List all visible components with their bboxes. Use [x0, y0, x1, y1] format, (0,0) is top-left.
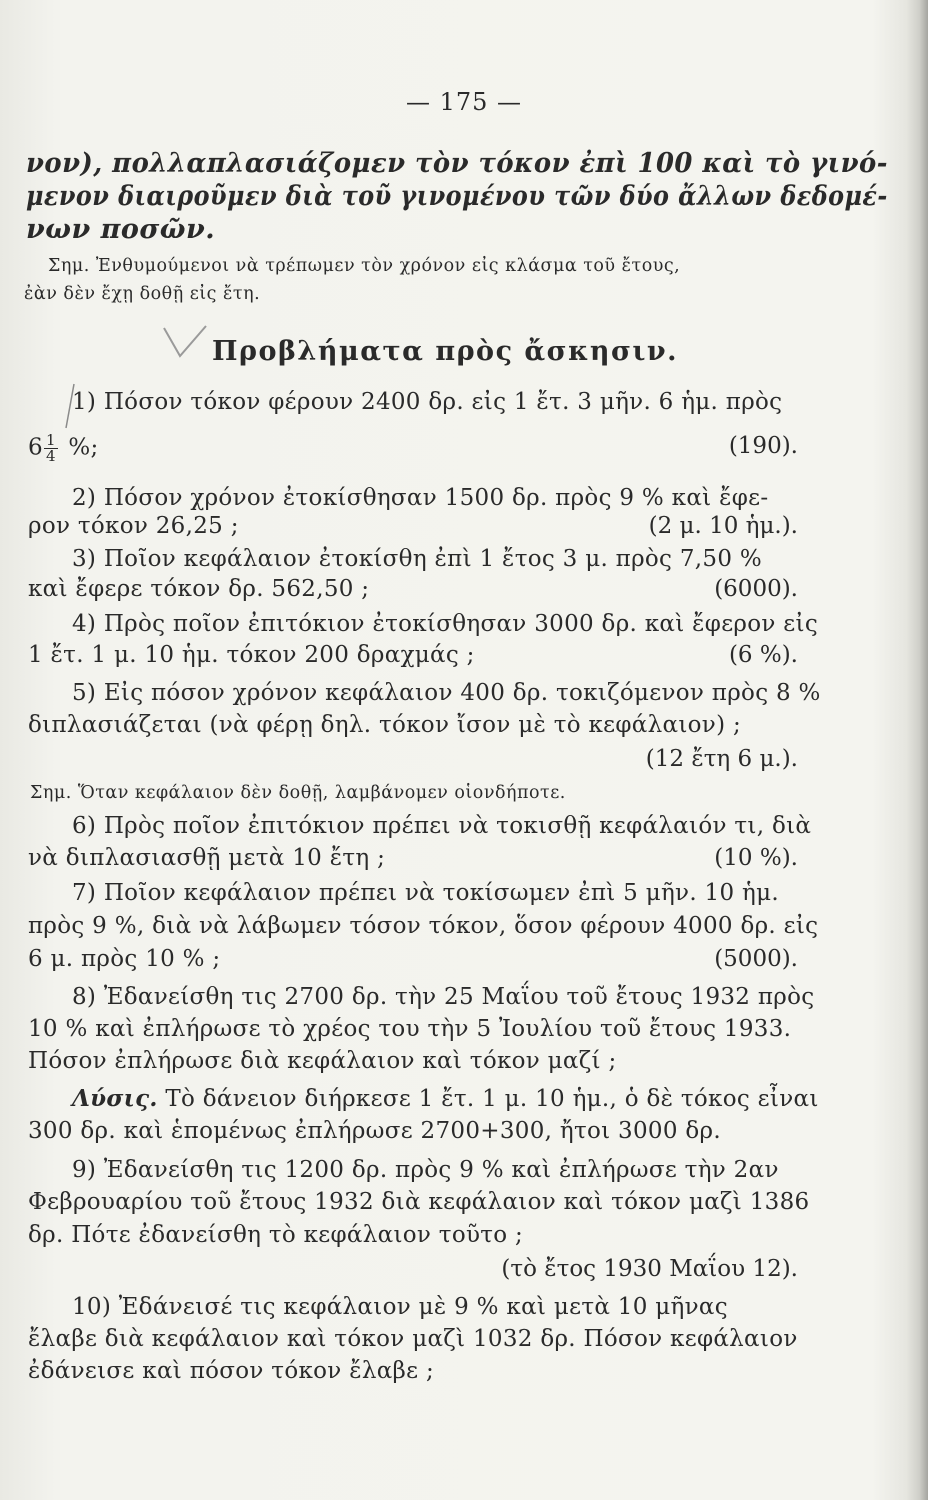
problem-1-rate-suffix: %;: [68, 434, 99, 461]
intro-line-3: νων ποσῶν.: [26, 214, 216, 245]
problem-6-line-2: νὰ διπλασιασθῇ μετὰ 10 ἔτη ;: [28, 845, 386, 871]
problem-2-answer: (2 μ. 10 ἡμ.).: [648, 513, 798, 539]
problem-3-line-1: 3) Ποῖον κεφάλαιον ἐτοκίσθη ἐπὶ 1 ἔτος 3 μ. πρὸς 7,50 %: [72, 546, 763, 572]
problem-4-line-2: 1 ἔτ. 1 μ. 10 ἡμ. τόκον 200 δραχμάς ;: [28, 642, 475, 668]
problem-5-line-1: 5) Εἰς πόσον χρόνον κεφάλαιον 400 δρ. τοκιζόμενον πρὸς 8 %: [72, 680, 821, 706]
problem-1-line-2: [28, 433, 99, 464]
problem-7-line-2: πρὸς 9 %, διὰ νὰ λάβωμεν τόσον τόκον, ὅσον φέρουν 4000 δρ. εἰς: [28, 913, 819, 939]
fraction-denominator: 4: [45, 447, 56, 465]
problem-7-answer: (5000).: [714, 946, 798, 972]
intro-line-1: νον), πολλαπλασιάζομεν τὸν τόκον ἐπὶ 100 καὶ τὸ γινό-: [26, 148, 888, 179]
problem-10-line-3: ἐδάνεισε καὶ πόσον τόκον ἔλαβε ;: [28, 1358, 435, 1384]
problem-1-line-1: 1) Πόσον τόκον φέρουν 2400 δρ. εἰς 1 ἔτ. 3 μῆν. 6 ἡμ. πρὸς: [72, 389, 783, 415]
problem-1-rate-whole: 6: [28, 434, 43, 461]
problem-9-answer: (τὸ ἔτος 1930 Μαΐου 12).: [501, 1256, 798, 1282]
note-2: Σημ. Ὅταν κεφάλαιον δὲν δοθῇ, λαμβάνομεν οἱονδήποτε.: [30, 783, 566, 803]
problem-9-line-1: 9) Ἐδανείσθη τις 1200 δρ. πρὸς 9 % καὶ ἐπλήρωσε τὴν 2αν: [72, 1157, 779, 1183]
problem-8-line-1: 8) Ἐδανείσθη τις 2700 δρ. τὴν 25 Μαΐου τοῦ ἔτους 1932 πρὸς: [72, 984, 815, 1010]
problem-7-line-3: 6 μ. πρὸς 10 % ;: [28, 946, 221, 972]
problem-4-line-1: 4) Πρὸς ποῖον ἐπιτόκιον ἐτοκίσθησαν 3000 δρ. καὶ ἔφερον εἰς: [72, 611, 819, 637]
problem-5-line-2: διπλασιάζεται (νὰ φέρῃ δηλ. τόκον ἴσον μὲ τὸ κεφάλαιον) ;: [28, 712, 742, 738]
problem-7-line-1: 7) Ποῖον κεφάλαιον πρέπει νὰ τοκίσωμεν ἐπὶ 5 μῆν. 10 ἡμ.: [72, 880, 779, 906]
problem-8-solution-line-2: 300 δρ. καὶ ἑπομένως ἐπλήρωσε 2700+300, ἤτοι 3000 δρ.: [28, 1118, 721, 1144]
solution-text: Τὸ δάνειον διήρκεσε 1 ἔτ. 1 μ. 10 ἡμ., ὁ δὲ τόκος εἶναι: [165, 1086, 819, 1112]
problem-5-answer: (12 ἔτη 6 μ.).: [645, 746, 798, 772]
pencil-check-mark: [160, 322, 210, 364]
problem-2-line-1: 2) Πόσον χρόνον ἐτοκίσθησαν 1500 δρ. πρὸς 9 % καὶ ἔφε-: [72, 485, 769, 511]
fraction-numerator: 1: [45, 431, 56, 449]
page-number: — 175 —: [405, 88, 523, 116]
problem-9-line-3: δρ. Πότε ἐδανείσθη τὸ κεφάλαιον τοῦτο ;: [28, 1222, 524, 1248]
problem-8-line-3: Πόσον ἐπλήρωσε διὰ κεφάλαιον καὶ τόκον μαζί ;: [28, 1048, 617, 1074]
solution-label: Λύσις.: [72, 1085, 158, 1112]
problem-1-answer: (190).: [728, 433, 798, 459]
note-1-line-1: Σημ. Ἐνθυμούμενοι νὰ τρέπωμεν τὸν χρόνον εἰς κλάσμα τοῦ ἔτους,: [48, 256, 681, 276]
problem-6-answer: (10 %).: [714, 845, 798, 871]
problem-4-answer: (6 %).: [728, 642, 798, 668]
problem-2-line-2: ρον τόκον 26,25 ;: [28, 513, 239, 539]
problem-3-line-2: καὶ ἔφερε τόκον δρ. 562,50 ;: [28, 576, 370, 602]
problem-1-rate-fraction: [44, 433, 58, 464]
problem-8-solution-line-1: [72, 1085, 819, 1112]
note-1-line-2: ἐὰν δὲν ἔχῃ δοθῇ εἰς ἔτη.: [24, 284, 261, 304]
page-spine-shadow: [906, 0, 928, 1500]
problem-10-line-1: 10) Ἐδάνεισέ τις κεφάλαιον μὲ 9 % καὶ μετὰ 10 μῆνας: [72, 1294, 728, 1320]
problem-10-line-2: ἔλαβε διὰ κεφάλαιον καὶ τόκον μαζὶ 1032 δρ. Πόσον κεφάλαιον: [28, 1326, 798, 1352]
problem-3-answer: (6000).: [714, 576, 798, 602]
intro-line-2: μενον διαιροῦμεν διὰ τοῦ γινομένου τῶν δύο ἄλλων δεδομέ-: [26, 181, 888, 212]
problem-9-line-2: Φεβρουαρίου τοῦ ἔτους 1932 διὰ κεφάλαιον καὶ τόκον μαζὶ 1386: [28, 1189, 810, 1215]
section-heading: Προβλήματα πρὸς ἄσκησιν.: [212, 336, 679, 367]
problem-8-line-2: 10 % καὶ ἐπλήρωσε τὸ χρέος του τὴν 5 Ἰουλίου τοῦ ἔτους 1933.: [28, 1016, 792, 1042]
problem-6-line-1: 6) Πρὸς ποῖον ἐπιτόκιον πρέπει νὰ τοκισθῇ κεφάλαιόν τι, διὰ: [72, 813, 812, 839]
